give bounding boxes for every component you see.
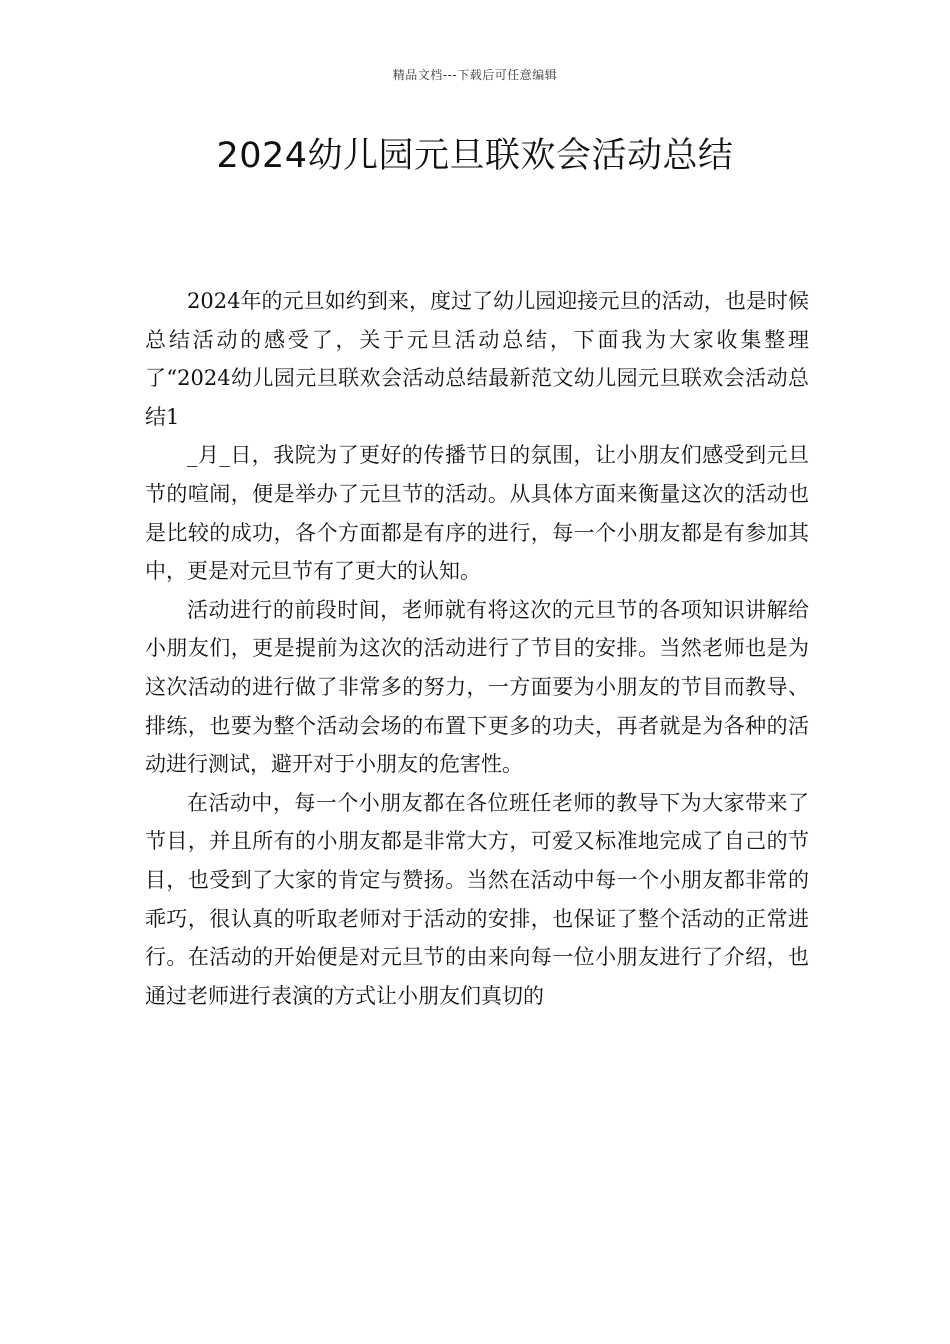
paragraph: 活动进行的前段时间，老师就有将这次的元旦节的各项知识讲解给小朋友们，更是提前为这次的活动进行了节目的安排。当然老师也是为这次活动的进行做了非常多的努力，一方面要为小朋友的节目而教导、排练，也要为整个活动会场的布置下更多的功夫，再者就是为各种的活动进行测试，避开对于小朋友的危害性。 <box>145 597 809 777</box>
document-body <box>145 282 809 1015</box>
header-note: 精品文档---下载后可任意编辑 <box>392 68 558 82</box>
paragraph: 2024年的元旦如约到来，度过了幼儿园迎接元旦的活动，也是时候总结活动的感受了，关于元旦活动总结，下面我为大家收集整理了“2024幼儿园元旦联欢会活动总结最新范文幼儿园元旦联欢会活动总结1 <box>145 289 809 429</box>
paragraph: _月_日，我院为了更好的传播节日的氛围，让小朋友们感受到元旦节的喧闹，便是举办了元旦节的活动。从具体方面来衡量这次的活动也是比较的成功，各个方面都是有序的进行，每一个小朋友都是有参加其中，更是对元旦节有了更大的认知。 <box>145 443 809 584</box>
paragraph: 在活动中，每一个小朋友都在各位班任老师的教导下为大家带来了节目，并且所有的小朋友都是非常大方，可爱又标准地完成了自己的节目，也受到了大家的肯定与赞扬。当然在活动中每一个小朋友都非常的乖巧，很认真的听取老师对于活动的安排，也保证了整个活动的正常进行。在活动的开始便是对元旦节的由来向每一位小朋友进行了介绍，也通过老师进行表演的方式让小朋友们真切的 <box>145 790 809 1008</box>
document-title: 2024幼儿园元旦联欢会活动总结 <box>216 136 734 176</box>
